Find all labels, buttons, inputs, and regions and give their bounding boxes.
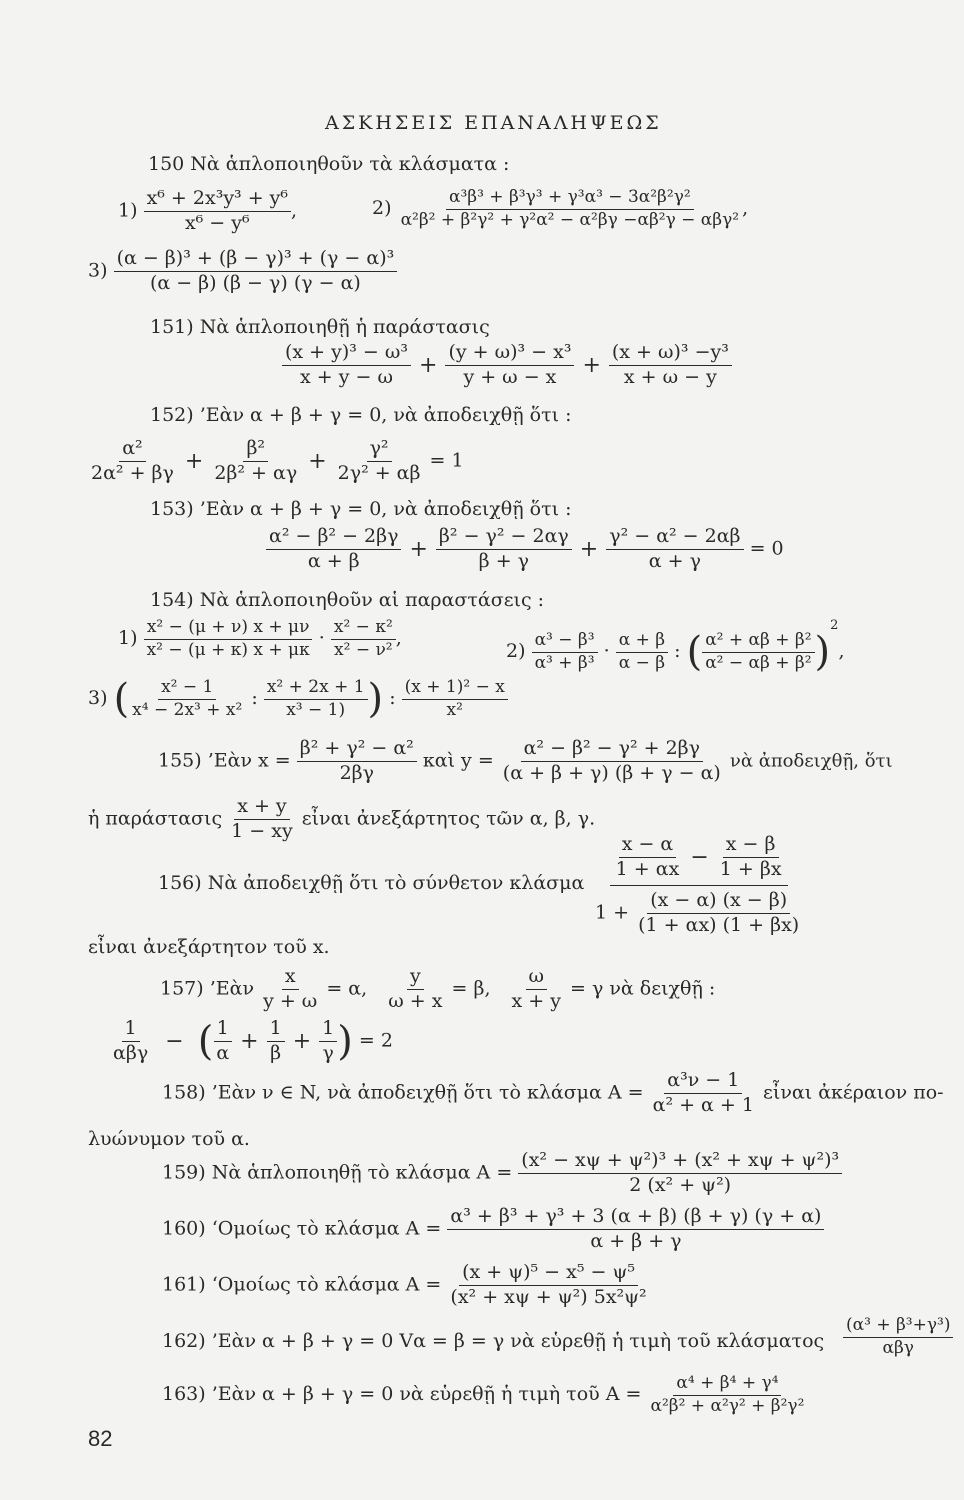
exercise-157-line-1: 157) ’Εὰν $\frac{x}{y + \omega}$ = α, $\frac{y}{\omega + x}$ = β, $\frac{\omega}{x + y}$ = γ νὰ δειχθῇ :	[160, 965, 716, 1012]
exercise-150-intro: 150 Νὰ ἁπλοποιηθοῦν τὰ κλάσματα :	[148, 153, 510, 175]
exercise-155-line-1: 155) ’Εὰν x = $\frac{\text{β² + γ² − α²}}{2\beta\gamma}$ καὶ y = $\frac{\text{α² − β² − γ² + 2βγ}}{(\alpha + \beta + \gamma) (\beta + \gamma - \alpha)}$ νὰ ἀποδειχθῇ, ὅτι	[158, 737, 893, 784]
exercise-151-intro: 151) Νὰ ἁπλοποιηθῇ ἡ παράστασις	[150, 316, 490, 338]
exercise-157-line-2: $\frac{1}{\text{αβγ}}$ − ( $\frac{1}{\alpha}$ + $\frac{1}{\beta}$ + $\frac{1}{\gamma}$ ) = 2	[113, 1017, 393, 1065]
exercise-151-expression: $\frac{\text{(x + y)³ − ω³}}{x + y - \omega}$ + $\frac{\text{(y + ω)³ − x³}}{y + \omega - x}$ + $\frac{\text{(x + ω)³ −y³}}{x + \omega - y}$	[282, 342, 732, 389]
exercise-153-intro: 153) ’Εὰν α + β + γ = 0, νὰ ἀποδειχθῇ ὅτι :	[150, 498, 572, 520]
part-label: 3)	[88, 259, 108, 282]
page-title: ΑΣΚΗΣΕΙΣ ΕΠΑΝΑΛΗΨΕΩΣ	[325, 112, 662, 134]
part-label: 2)	[372, 197, 392, 220]
exercise-162-text: 162) ’Εὰν α + β + γ = 0 Vα = β = γ νὰ εὑρεθῇ ἡ τιμὴ τοῦ κλάσματος	[162, 1330, 825, 1352]
page-number: 82	[88, 1426, 113, 1451]
exercise-161: 161) ‘Ομοίως τὸ κλάσμα A = $\frac{\text{(x + ψ)⁵ − x⁵ − ψ⁵}}{\text{(x² + xψ + ψ²) 5x²ψ²}}$	[162, 1261, 647, 1308]
exercise-159: 159) Νὰ ἁπλοποιηθῇ τὸ κλάσμα A = $\frac{\text{(x² − xψ + ψ²)³ + (x² + xψ + ψ²)³}}{\text{2 (x² + ψ²)}}$	[162, 1150, 842, 1197]
fraction: $\frac{\text{(α − β)³ + (β − γ)³ + (γ − α)³}}{(\alpha - \beta) (\beta - \gamma) (\gamma - \alpha)}$	[114, 248, 398, 295]
exercise-153-expression: $\frac{\text{α² − β² − 2βγ}}{\alpha + \beta}$ + $\frac{\text{β² − γ² − 2αγ}}{\beta + \gamma}$ + $\frac{\text{γ² − α² − 2αβ}}{\alpha + \gamma}$ = 0	[266, 526, 784, 573]
exercise-158-line-2: λυώνυμον τοῦ α.	[88, 1128, 250, 1150]
fraction: $\frac{\text{x⁶ + 2x³y³ + y⁶}}{\text{x⁶ − y⁶}}$	[144, 188, 291, 235]
exercise-158-line-1: 158) ’Εὰν ν ∈ N, νὰ ἀποδειχθῇ ὅτι τὸ κλάσμα A = $\frac{\text{α³ν − 1}}{\text{α² + α + 1}}$ εἶναι ἀκέραιον πο-	[162, 1069, 944, 1116]
exercise-154-part-2: 2) $\frac{\text{α³ − β³}}{\text{α³ + β³}}$ · $\frac{\alpha + \beta}{\alpha - \beta}$ : ( $\frac{\text{α² + αβ + β²}}{\text{α² − αβ + β²}}$ )$^2$,	[506, 618, 845, 675]
exercise-150-part-1: 1) $\frac{\text{x⁶ + 2x³y³ + y⁶}}{\text{x⁶ − y⁶}}$ ,	[118, 187, 298, 234]
exercise-152-intro: 152) ’Εὰν α + β + γ = 0, νὰ ἀποδειχθῇ ὅτι :	[150, 404, 572, 426]
exercise-160: 160) ‘Ομοίως τὸ κλάσμα A = $\frac{\text{α³ + β³ + γ³ + 3 (α + β) (β + γ) (γ + α)}}{\alpha + \beta + \gamma}$	[162, 1206, 824, 1253]
exercise-162-fraction: $\frac{\text{(α³ + β³+γ³)}}{\text{αβγ}}$	[843, 1316, 953, 1358]
exercise-150-part-3	[88, 248, 397, 295]
exercise-155-line-2: ἡ παράστασις $\frac{x + y}{1 - xy}$ εἶναι ἀνεξάρτητος τῶν α, β, γ.	[88, 795, 596, 842]
part-label: 1)	[118, 199, 138, 222]
exercise-163: 163) ’Εὰν α + β + γ = 0 νὰ εὑρεθῇ ἡ τιμὴ τοῦ A = $\frac{\text{α⁴ + β⁴ + γ⁴}}{\text{α²β² + α²γ² + β²γ²}}$	[162, 1373, 805, 1416]
fraction: $\frac{\text{α³β³ + β³γ³ + γ³α³ − 3α²β²γ²}}{\text{α²β² + β²γ² + γ²α² − α²βγ −αβ²γ − αβγ²}}$	[400, 187, 740, 230]
exercise-154-part-3: 3) ( $\frac{\text{x² − 1}}{\text{x⁴ − 2x³ + x²}}$ : $\frac{\text{x² + 2x + 1}}{\text{x³ − 1)}}$ ) : $\frac{\text{(x + 1)² − x}}{\text{x²}}$	[88, 676, 508, 722]
exercise-156-intro: 156) Νὰ ἀποδειχθῇ ὅτι τὸ σύνθετον κλάσμα	[158, 872, 585, 894]
exercise-154-part-1: 1) $\frac{\text{x² − (μ + ν) x + μν}}{\text{x² − (μ + κ) x + μκ}}$ · $\frac{\text{x² − κ²}}{\text{x² − ν²}}$ ,	[118, 617, 402, 660]
exercise-152-expression: $\frac{\text{α²}}{\text{2α² + βγ}}$ + $\frac{\text{β²}}{\text{2β² + αγ}}$ + $\frac{\text{γ²}}{\text{2γ² + αβ}}$ = 1	[91, 437, 464, 484]
exercise-150-part-2: 2) $\frac{\text{α³β³ + β³γ³ + γ³α³ − 3α²β²γ²}}{\text{α²β² + β²γ² + γ²α² − α²βγ −αβ²γ − αβγ²}}$ ,	[372, 187, 749, 230]
exercise-154-intro: 154) Νὰ ἁπλοποιηθοῦν αἱ παραστάσεις :	[150, 589, 545, 611]
exercise-156-complex-fraction: $\frac{x - \alpha}{1 + \alpha x}$ − $\frac{x - \beta}{1 + \beta x}$ 1 + $\frac{(x - \alpha) (x - \beta)}{(1 + \alpha x) (1 + \beta x)}$	[595, 833, 800, 936]
exercise-156-tail: εἶναι ἀνεξάρτητον τοῦ x.	[88, 936, 330, 958]
